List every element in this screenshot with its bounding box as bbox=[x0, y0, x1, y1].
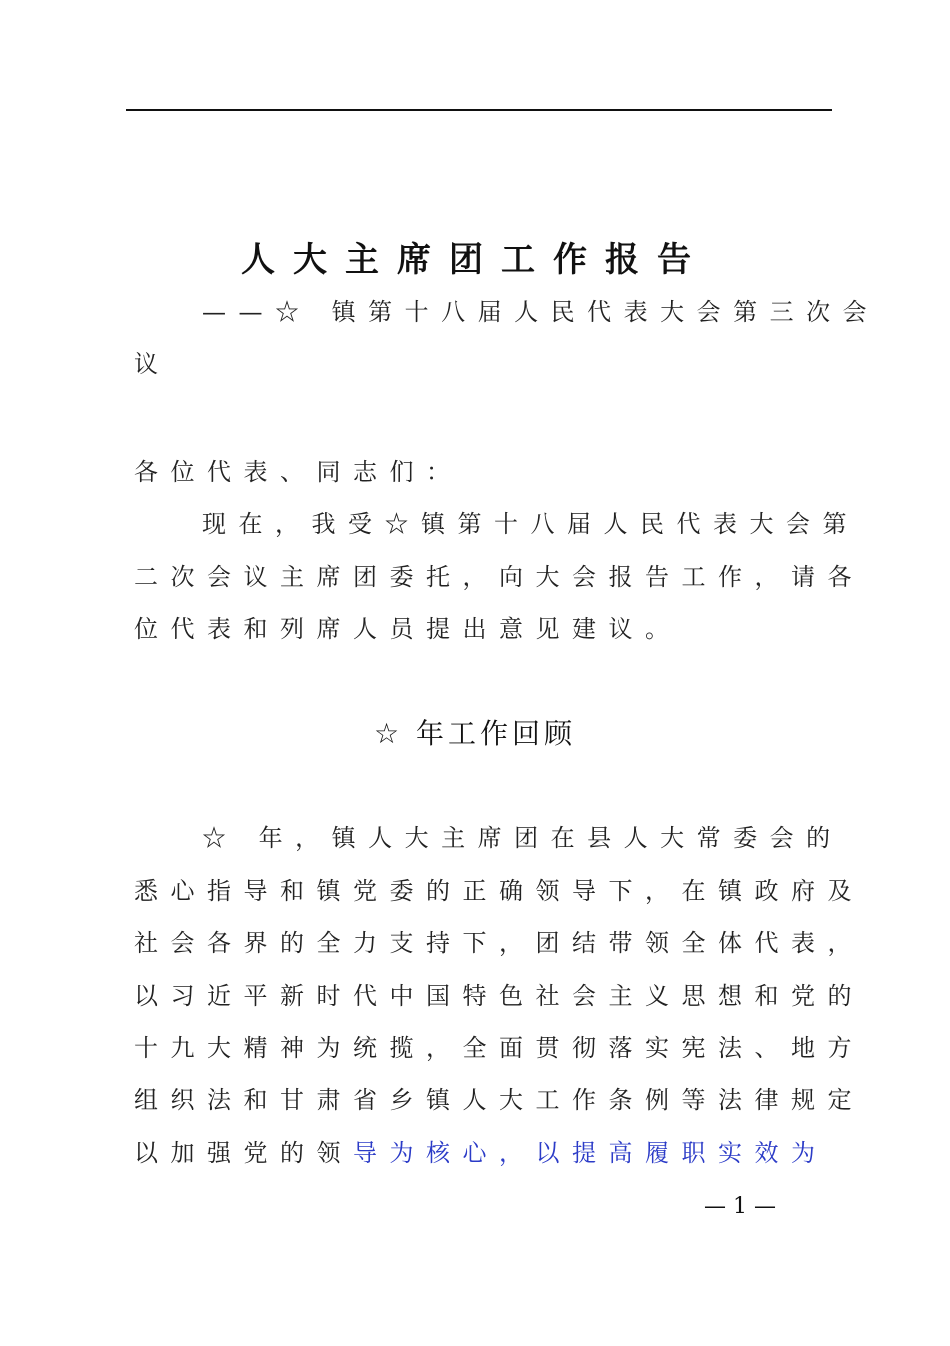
subtitle-line-2: 议 bbox=[134, 350, 171, 378]
header-rule bbox=[126, 109, 832, 111]
page-number: — 1 — bbox=[704, 1194, 776, 1219]
body-line-7 bbox=[134, 1136, 828, 1170]
section-heading: ☆ 年工作回顾 bbox=[373, 717, 576, 750]
body-line-7-highlight: 导为核心，以提高履职实效为 bbox=[353, 1139, 828, 1167]
intro-line-1: 现在，我受☆镇第十八届人民代表大会第 bbox=[202, 510, 859, 538]
body-line-5: 十九大精神为统揽，全面贯彻落实宪法、地方 bbox=[134, 1034, 864, 1062]
document-title: 人大主席团工作报告 bbox=[241, 240, 709, 280]
subtitle-line-1: ——☆ 镇第十八届人民代表大会第三次会 bbox=[202, 298, 880, 326]
body-line-3: 社会各界的全力支持下，团结带领全体代表， bbox=[134, 929, 864, 957]
body-line-7-black: 以加强党的领 bbox=[134, 1139, 353, 1167]
salutation: 各位代表、同志们： bbox=[134, 458, 463, 486]
body-line-2: 悉心指导和镇党委的正确领导下，在镇政府及 bbox=[134, 877, 864, 905]
intro-line-2: 二次会议主席团委托，向大会报告工作，请各 bbox=[134, 563, 864, 591]
intro-line-3: 位代表和列席人员提出意见建议。 bbox=[134, 615, 682, 643]
body-line-1: ☆ 年，镇人大主席团在县人大常委会的 bbox=[202, 824, 843, 852]
body-line-4: 以习近平新时代中国特色社会主义思想和党的 bbox=[134, 982, 864, 1010]
body-line-6: 组织法和甘肃省乡镇人大工作条例等法律规定 bbox=[134, 1086, 864, 1114]
